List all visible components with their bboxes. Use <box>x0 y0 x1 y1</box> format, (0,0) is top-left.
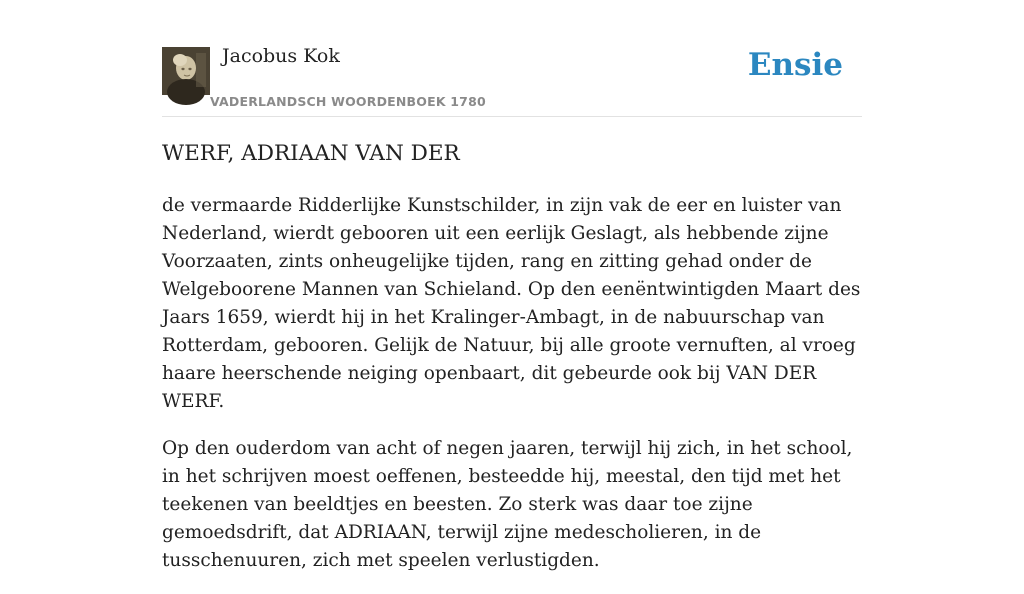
ensie-logo[interactable]: Ensie <box>747 47 843 83</box>
author-name[interactable]: Jacobus Kok <box>222 45 340 67</box>
paragraph: Op den ouderdom van acht of negen jaaren, terwijl hij zich, in het school, in het schrijven moest oeffenen, besteedde hij, meestal, den tijd met het teekenen van beeldtjes en beesten. Zo sterk was daar toe zijne gemoedsdrift, dat ADRIAAN, terwijl zijne medescholieren, in de tusschenuuren, zich met speelen verlustigden. <box>162 438 853 571</box>
paragraph: de vermaarde Ridderlijke Kunstschilder, in zijn vak de eer en luister van Nederland, wierdt gebooren uit een eerlijk Geslagt, als hebbende zijne Voorzaaten, zints onheugelijke tijden, rang en zitting gehad onder de Welgeboorene Mannen van Schieland. Op den eenëntwintigden Maart des Jaars 1659, wierdt hij in het Kralinger-Ambagt, in de nabuurschap van Rotterdam, gebooren. Gelijk de Natuur, bij alle groote vernuften, al vroeg haare heerschende neiging openbaart, dit gebeurde ook bij VAN DER WERF. <box>162 195 861 412</box>
article-header <box>162 0 862 117</box>
article-body <box>162 192 862 594</box>
author-avatar[interactable] <box>162 47 210 95</box>
article-title: WERF, ADRIAAN VAN DER <box>162 141 460 166</box>
source-label[interactable]: VADERLANDSCH WOORDENBOEK 1780 <box>210 94 486 109</box>
portrait-icon <box>162 47 210 95</box>
